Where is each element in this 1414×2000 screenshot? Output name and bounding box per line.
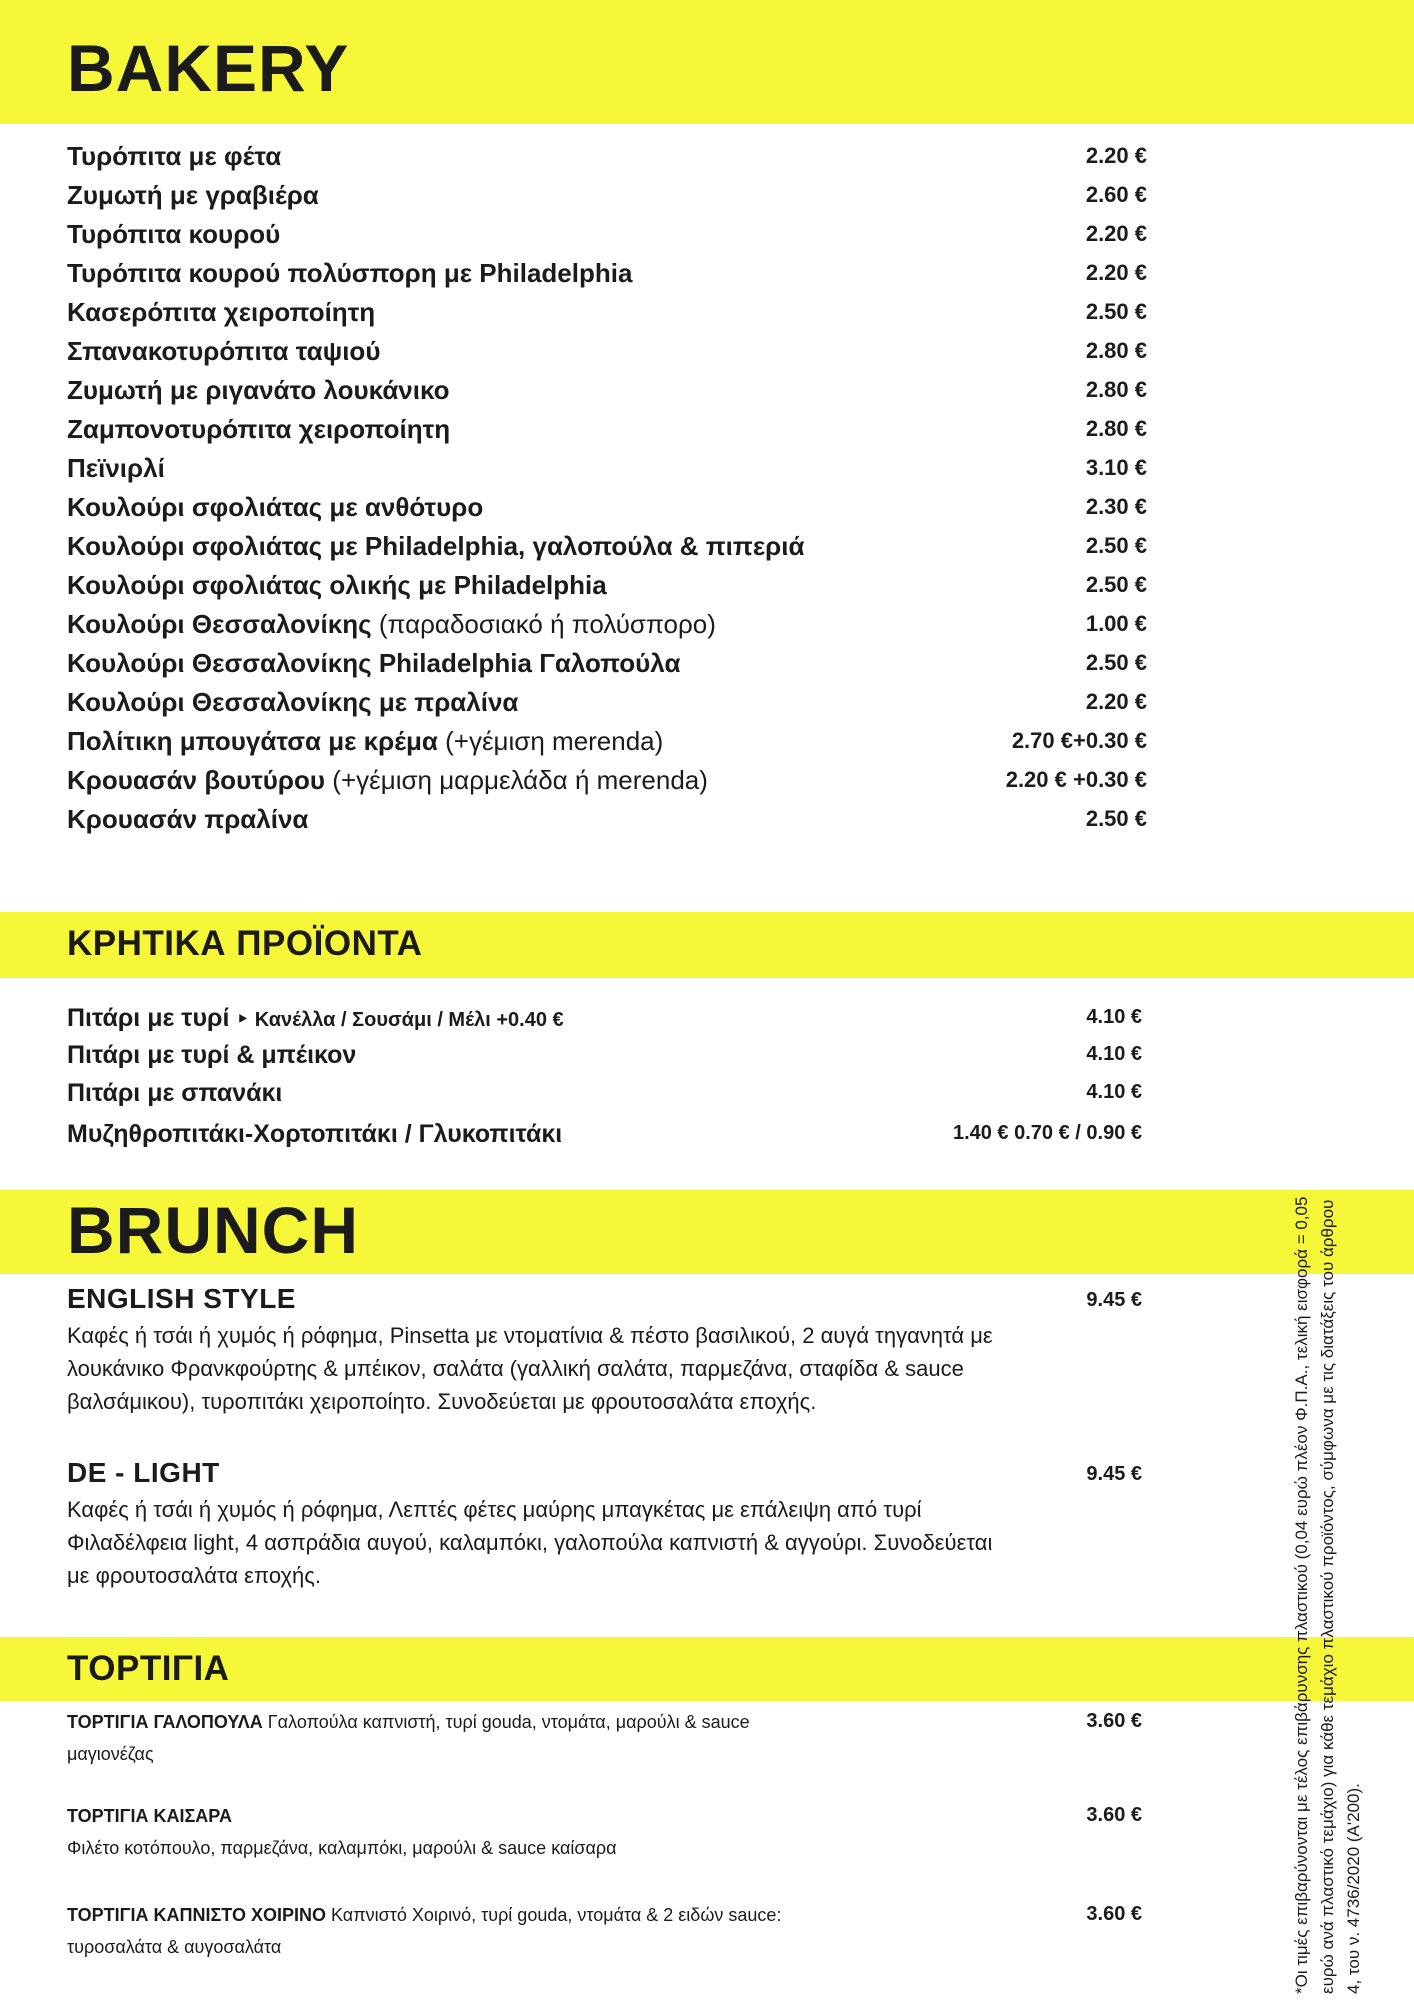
item-name: Τυρόπιτα κουρού πολύσπορη με Philadelphia [67,258,633,288]
tortilla-price: 3.60 € [1086,1804,1142,1826]
item-price: 4.10 € [1086,1043,1142,1065]
item-name: Κουλούρι σφολιάτας με Philadelphia, γαλοπούλα & πιπεριά [67,531,805,561]
item-price: 2.50 € [1085,806,1147,831]
menu-item [67,141,1147,179]
item-price: 2.20 € [1085,689,1147,714]
item-name: Ζαμπονοτυρόπιτα χειροποίητη [67,414,451,444]
item-name: Πιτάρι με τυρί & μπέικον [67,1041,357,1069]
item-name: Κουλούρι σφολιάτας ολικής με Philadelphia [67,570,607,600]
brunch-price: 9.45 € [1086,1289,1142,1311]
menu-item [67,453,1147,491]
menu-item [67,765,1147,803]
item-name: Σπανακοτυρόπιτα ταψιού [67,336,381,366]
menu-item [67,1079,1142,1115]
item-extra: ‣ Κανέλλα / Σουσάμι / Μέλι +0.40 € [236,1009,564,1031]
bakery-title: BAKERY [67,31,350,105]
item-name: Κουλούρι σφολιάτας με ανθότυρο [67,492,484,522]
item-name: Κασερόπιτα χειροποίητη [67,297,376,327]
brunch-header-band [0,1190,1414,1274]
item-price: 4.10 € [1086,1081,1142,1103]
tortilla-name: ΤΟΡΤΙΓΙΑ ΚΑΙΣΑΡΑ [67,1806,232,1826]
item-name: Πιτάρι με σπανάκι [67,1079,283,1107]
menu-item [67,804,1147,842]
item-price: 2.70 €+0.30 € [1011,728,1147,753]
item-price: 2.50 € [1085,650,1147,675]
menu-item [67,1041,1142,1077]
menu-item [67,1004,1142,1040]
arrow-icon: ‣ [236,1009,250,1031]
item-price: 2.80 € [1085,377,1147,402]
cretan-header-band [0,912,1414,978]
tortilla-item [67,1899,1142,1963]
plastic-levy-footnote: *Οι τιμές επιβαρύνονται με τέλος επιβάρυνσης πλαστικού (0,04 ευρώ πλέον Φ.Π.Α., τελική εισφορά = 0,05 ευρώ ανά πλαστικό τεμάχιο) για κάθε τεμάχιο πλαστικού προϊόντος, σύμφωνα με τις διατάξεις του άρθρου 4, του ν. 4736/2020 (Α'200). [1292,1196,1363,1994]
tortilla-name: ΤΟΡΤΙΓΙΑ ΚΑΠΝΙΣΤΟ ΧΟΙΡΙΝΟ [67,1905,326,1925]
brunch-description: Καφές ή τσάι ή χυμός ή ρόφημα, Λεπτές φέτες μαύρης μπαγκέτας με επάλειψη από τυρί Φιλαδέλφεια light, 4 ασπράδια αυγού, καλαμπόκι, γαλοπούλα καπνιστή & αγγούρι. Συνοδεύεται με φρουτοσαλάτα εποχής. [67,1497,993,1588]
item-price: 2.50 € [1085,299,1147,324]
menu-item [67,687,1147,725]
tortilla-price: 3.60 € [1086,1903,1142,1925]
brunch-title: BRUNCH [67,1193,359,1267]
menu-item [67,726,1147,764]
item-name: Ζυμωτή με γραβιέρα [67,180,319,210]
item-name: Κουλούρι Θεσσαλονίκης (παραδοσιακό ή πολύσπορο) [67,609,716,639]
menu-item [67,414,1147,452]
menu-item [67,648,1147,686]
brunch-price: 9.45 € [1086,1463,1142,1485]
item-name: Κρουασάν βουτύρου (+γέμιση μαρμελάδα ή merenda) [67,765,708,795]
item-price: 1.00 € [1085,611,1147,636]
menu-item [67,1120,1142,1156]
item-price: 3.10 € [1085,455,1147,480]
menu-item [67,531,1147,569]
tortilla-title: ΤΟΡΤΙΓΙΑ [67,1649,230,1688]
item-price: 2.20 € [1085,260,1147,285]
tortilla-item [67,1800,1142,1864]
menu-item [67,492,1147,530]
item-name: Κουλούρι Θεσσαλονίκης Philadelphia Γαλοπούλα [67,648,681,678]
item-name: Ζυμωτή με ριγανάτο λουκάνικο [67,375,450,405]
menu-item [67,336,1147,374]
item-price: 2.30 € [1085,494,1147,519]
tortilla-name: ΤΟΡΤΙΓΙΑ ΓΑΛΟΠΟΥΛΑ [67,1712,263,1732]
tortilla-item [67,1706,1142,1770]
item-price: 2.80 € [1085,416,1147,441]
brunch-item [67,1457,1142,1592]
item-price: 2.80 € [1085,338,1147,363]
item-price: 2.20 € +0.30 € [1005,767,1147,792]
item-price: 2.20 € [1085,221,1147,246]
item-name: Κρουασάν πραλίνα [67,804,309,834]
brunch-item [67,1283,1142,1418]
item-name: Πιτάρι με τυρί ‣ Κανέλλα / Σουσάμι / Μέλι +0.40 € [67,1004,564,1032]
menu-item [67,180,1147,218]
item-name: Πολίτικη μπουγάτσα με κρέμα (+γέμιση merenda) [67,726,664,756]
tortilla-description: Καπνιστό Χοιρινό, τυρί gouda, ντομάτα & 2 ειδών sauce: τυροσαλάτα & αυγοσαλάτα [67,1905,782,1957]
brunch-description: Καφές ή τσάι ή χυμός ή ρόφημα, Pinsetta με ντοματίνια & πέστο βασιλικού, 2 αυγά τηγανητά με λουκάνικο Φρανκφούρτης & μπέικον, σαλάτα (γαλλική σαλάτα, παρμεζάνα, σταφίδα & sauce βαλσάμικου), τυροπιτάκι χειροποίητο. Συνοδεύεται με φρουτοσαλάτα εποχής. [67,1323,993,1414]
item-note: (παραδοσιακό ή πολύσπορο) [378,609,716,639]
tortilla-description: Γαλοπούλα καπνιστή, τυρί gouda, ντομάτα, μαρούλι & sauce μαγιονέζας [67,1712,750,1764]
bakery-header-band [0,0,1414,124]
menu-item [67,219,1147,257]
item-price: 2.50 € [1085,572,1147,597]
item-price: 2.50 € [1085,533,1147,558]
menu-item [67,297,1147,335]
item-name: Τυρόπιτα κουρού [67,219,281,249]
item-name: Πεϊνιρλί [67,453,165,483]
item-name: Μυζηθροπιτάκι-Χορτοπιτάκι / Γλυκοπιτάκι [67,1120,563,1148]
item-price: 1.40 € 0.70 € / 0.90 € [952,1122,1142,1144]
item-name: Κουλούρι Θεσσαλονίκης με πραλίνα [67,687,519,717]
item-price: 2.60 € [1085,182,1147,207]
menu-item [67,570,1147,608]
tortilla-header-band [0,1637,1414,1701]
menu-item [67,609,1147,647]
item-name: Τυρόπιτα με φέτα [67,141,282,171]
item-price: 4.10 € [1086,1006,1142,1028]
brunch-name: DE - LIGHT [67,1457,220,1488]
menu-item [67,375,1147,413]
tortilla-price: 3.60 € [1086,1710,1142,1732]
tortilla-description: Φιλέτο κοτόπουλο, παρμεζάνα, καλαμπόκι, μαρούλι & sauce καίσαρα [67,1838,617,1858]
item-note: (+γέμιση μαρμελάδα ή merenda) [332,765,708,795]
item-note: (+γέμιση merenda) [445,726,664,756]
brunch-name: ENGLISH STYLE [67,1283,296,1314]
menu-item [67,258,1147,296]
item-price: 2.20 € [1085,143,1147,168]
cretan-title: ΚΡΗΤΙΚΑ ΠΡΟΪΟΝΤΑ [67,924,423,963]
